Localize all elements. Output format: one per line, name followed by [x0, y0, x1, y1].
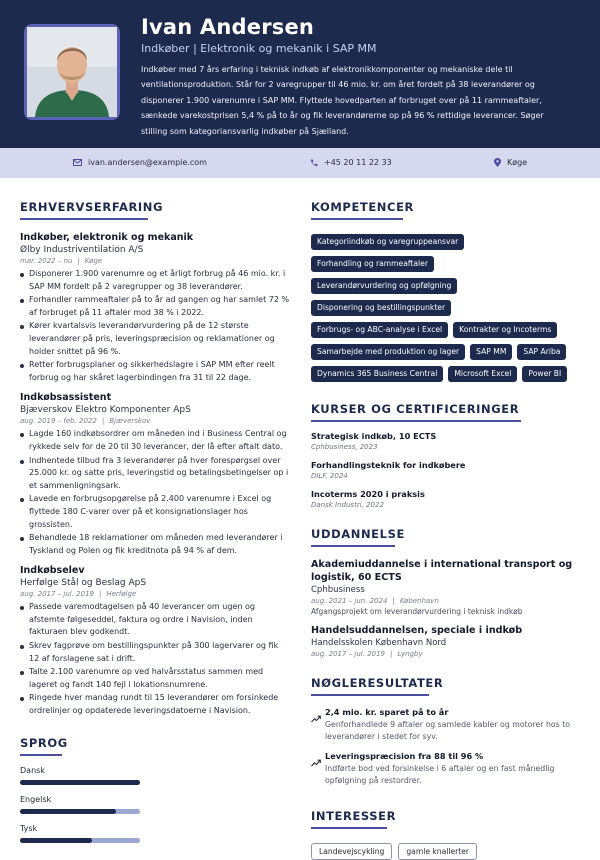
header [0, 0, 600, 148]
job-bullets [20, 428, 290, 557]
skill-tag: Samarbejde med produktion og lager [311, 344, 465, 360]
job-entry [20, 232, 290, 384]
skill-tag: Forbrugs- og ABC-analyse i Excel [311, 322, 448, 338]
course-meta: DILF, 2024 [311, 472, 348, 480]
bullet-item: Indhentede tilbud fra 3 leverandører på hver forespørgsel over 25.000 kr. og satte pris, leveringstid og betalingsbetingelser op i et sammenligningsark. [20, 455, 290, 493]
bullet-item: Behandlede 18 reklamationer om måneden med leverandører i Tyskland og Polen og fik kreditnota på 94 % af dem. [20, 532, 290, 557]
bullet-item: Talte 2.100 varenumre op ved halvårsstatus sammen med lageret og fandt 140 fejl i lokationsnumrene. [20, 666, 290, 691]
mail-icon [73, 159, 82, 166]
job-meta: aug. 2019 – feb. 2022 | Bjæverskov [20, 417, 151, 426]
phone-text[interactable]: +45 20 11 22 33 [324, 158, 392, 167]
language-name: Engelsk [20, 794, 52, 804]
achievement-description: Indførte bod ved forsinkelse i 6 aftaler og en fast månedlig opfølgning på restordrer. [325, 764, 555, 785]
bullet-item: Passede varemodtagelsen på 40 leverancer om ugen og afstemte følgeseddel, faktura og ordre i Navision, inden fakturaen blev godkendt. [20, 601, 290, 639]
education-meta: aug. 2017 – jul. 2019 | Lyngby [311, 650, 423, 658]
language-list [20, 766, 290, 843]
candidate-headline: Indkøber | Elektronik og mekanik i SAP MM [141, 42, 377, 55]
education-entry [311, 558, 581, 616]
job-location: Herfølge [106, 590, 137, 599]
bullet-item: Kører kvartalsvis leverandørvurdering på de 12 største leverandører på pris, leveringspræcision og reklamationer og holder snittet på 96 %. [20, 320, 290, 358]
course-entry [311, 431, 581, 451]
course-entry [311, 489, 581, 509]
education-meta: aug. 2021 – jun. 2024 | København [311, 597, 439, 605]
education-school: Cphbusiness [311, 585, 365, 595]
job-company: Ølby Industriventilation A/S [20, 245, 144, 255]
interests-list [311, 843, 581, 860]
location-text: Køge [507, 158, 528, 167]
job-meta: aug. 2017 – jul. 2019 | Herfølge [20, 590, 137, 599]
candidate-name: Ivan Andersen [141, 15, 315, 39]
course-title: Strategisk indkøb, 10 ECTS [311, 431, 437, 441]
education-title: Handelsuddannelsen, speciale i indkøb [311, 625, 523, 636]
course-meta: Cphbusiness, 2023 [311, 443, 378, 451]
course-title: Forhandlingsteknik for indkøbere [311, 460, 466, 470]
location-pin-icon [494, 158, 501, 167]
education-heading: UDDANNELSE [311, 527, 395, 547]
skill-tag: Leverandørvurdering og opfølgning [311, 278, 457, 294]
achievements-heading: NØGLERESULTATER [311, 676, 429, 696]
interest-tag: Landevejscykling [311, 843, 392, 860]
education-title: Akademiuddannelse i international transport og logistik, 60 ECTS [311, 559, 573, 583]
job-bullets [20, 268, 290, 384]
job-company: Bjæverskov Elektro Komponenter ApS [20, 405, 191, 416]
trend-up-icon [311, 708, 325, 743]
achievement-entry [311, 751, 581, 787]
language-level-bar [20, 838, 140, 843]
job-title: Indkøber, elektronik og mekanik [20, 232, 194, 243]
bullet-item: Ringede hver mandag rundt til 15 leverandører om forsinkede ordrelinjer og opdaterede leveringsdatoerne i Navision. [20, 692, 290, 717]
right-column [311, 196, 581, 860]
profile-summary: Indkøber med 7 års erfaring i teknisk indkøb af elektronikkomponenter og mekaniske dele til ventilationsproduktion. Står for 2 varegrupper til 46 mio. kr. om året fordelt på 38 leverandører og disponerer 1.900 varenumre i SAP MM. Flyttede hovedparten af forbruget over på 11 rammeaftaler, sænkede varekostprisen 5,4 % på to år og fik leverandørerne op på 96 % rettidige leverancer. Søger stilling som kategoriansvarlig indkøber på Sjælland. [141, 65, 544, 136]
skill-tag: Dynamics 365 Business Central [311, 366, 443, 382]
education-section [311, 523, 581, 658]
language-level-fill [20, 780, 140, 785]
job-dates: aug. 2019 – feb. 2022 [20, 417, 97, 426]
course-meta: Dansk Industri, 2022 [311, 501, 384, 509]
achievements-section [311, 672, 581, 787]
job-location: Bjæverskov [109, 417, 151, 426]
left-column [20, 196, 290, 853]
job-dates: mar. 2022 – nu [20, 257, 73, 265]
experience-heading: ERHVERVSERFARING [20, 200, 148, 220]
education-entry [311, 624, 581, 658]
courses-section [311, 398, 581, 509]
skills-heading: KOMPETENCER [311, 200, 403, 220]
course-entry [311, 460, 581, 480]
skill-tag: Kontrakter og Incoterms [453, 322, 557, 338]
bullet-item: Lavede en forbrugsopgørelse på 2.400 varenumre i Excel og flyttede 180 C-varer over på et konsignationslager hos grossisten. [20, 493, 290, 531]
languages-heading: SPROG [20, 736, 62, 756]
contact-email[interactable] [73, 158, 207, 167]
job-dates: aug. 2017 – jul. 2019 [20, 590, 94, 599]
achievement-title: 2,4 mio. kr. sparet på to år [325, 707, 449, 717]
job-title: Indkøbselev [20, 565, 85, 577]
job-meta: mar. 2022 – nu | Køge [20, 257, 103, 265]
interest-tag: gamle knallerter [398, 843, 477, 860]
interests-section [311, 805, 581, 860]
language-level-fill [20, 809, 116, 814]
person-photo-icon [27, 27, 117, 117]
education-location: København [399, 597, 439, 605]
achievement-description: Genforhandlede 9 aftaler og samlede kabler og motorer hos to leverandører i stedet for syv. [325, 720, 571, 741]
education-school: Handelsskolen København Nord [311, 638, 447, 648]
job-entry [20, 565, 290, 717]
job-entry [20, 392, 290, 557]
job-location: Køge [84, 257, 103, 265]
contact-phone[interactable] [310, 158, 392, 167]
contact-bar [0, 148, 600, 178]
profile-photo [24, 24, 120, 120]
education-dates: aug. 2021 – jun. 2024 [311, 597, 388, 605]
skill-tag: SAP Ariba [517, 344, 566, 360]
bullet-item: Forhandler rammeaftaler på to år ad gangen og har samlet 72 % af forbruget på 11 aftaler mod 38 % i 2022. [20, 294, 290, 319]
interests-heading: INTERESSER [311, 809, 387, 829]
bullet-item: Retter forbrugsplaner og sikkerhedslagre i SAP MM efter reelt forbrug og har skåret lagerbindingen fra 31 til 22 dage. [20, 359, 290, 384]
skill-tag: Microsoft Excel [448, 366, 517, 382]
language-level-fill [20, 838, 92, 843]
course-title: Incoterms 2020 i praksis [311, 489, 425, 499]
education-location: Lyngby [397, 650, 423, 658]
achievement-entry [311, 707, 581, 743]
language-name: Dansk [20, 765, 45, 775]
languages-section [20, 732, 290, 843]
trend-up-icon [311, 752, 325, 787]
job-bullets [20, 601, 290, 717]
email-text[interactable]: ivan.andersen@example.com [88, 158, 207, 167]
language-name: Tysk [20, 823, 38, 833]
skills-list [311, 234, 576, 388]
bullet-item: Disponerer 1.900 varenumre og et årligt forbrug på 46 mio. kr. i SAP MM fordelt på 2 varegrupper og 38 leverandører. [20, 268, 290, 293]
phone-icon [310, 159, 318, 167]
bullet-item: Lagde 160 indkøbsordrer om måneden ind i Business Central og rykkede selv for de 20 til 30 leverancer, der lå efter aftalt dato. [20, 428, 290, 453]
language-level-bar [20, 809, 140, 814]
contact-location [494, 158, 527, 167]
courses-heading: KURSER OG CERTIFICERINGER [311, 402, 521, 422]
job-company: Herfølge Stål og Beslag ApS [20, 578, 147, 589]
skill-tag: Forhandling og rammeaftaler [311, 256, 434, 272]
job-title: Indkøbsassistent [20, 392, 112, 404]
bullet-item: Skrev fagprøve om bestillingspunkter på 300 lagervarer og fik 12 af forslagene sat i drift. [20, 640, 290, 665]
skill-tag: Kategoriindkøb og varegruppeansvar [311, 234, 464, 250]
skill-tag: Power BI [522, 366, 567, 382]
achievement-title: Leveringspræcision fra 88 til 96 % [325, 751, 484, 761]
language-level-bar [20, 780, 140, 785]
skill-tag: Disponering og bestillingspunkter [311, 300, 451, 316]
education-note: Afgangsprojekt om leverandørvurdering i teknisk indkøb [311, 607, 523, 616]
skill-tag: SAP MM [470, 344, 512, 360]
education-dates: aug. 2017 – jul. 2019 [311, 650, 385, 658]
